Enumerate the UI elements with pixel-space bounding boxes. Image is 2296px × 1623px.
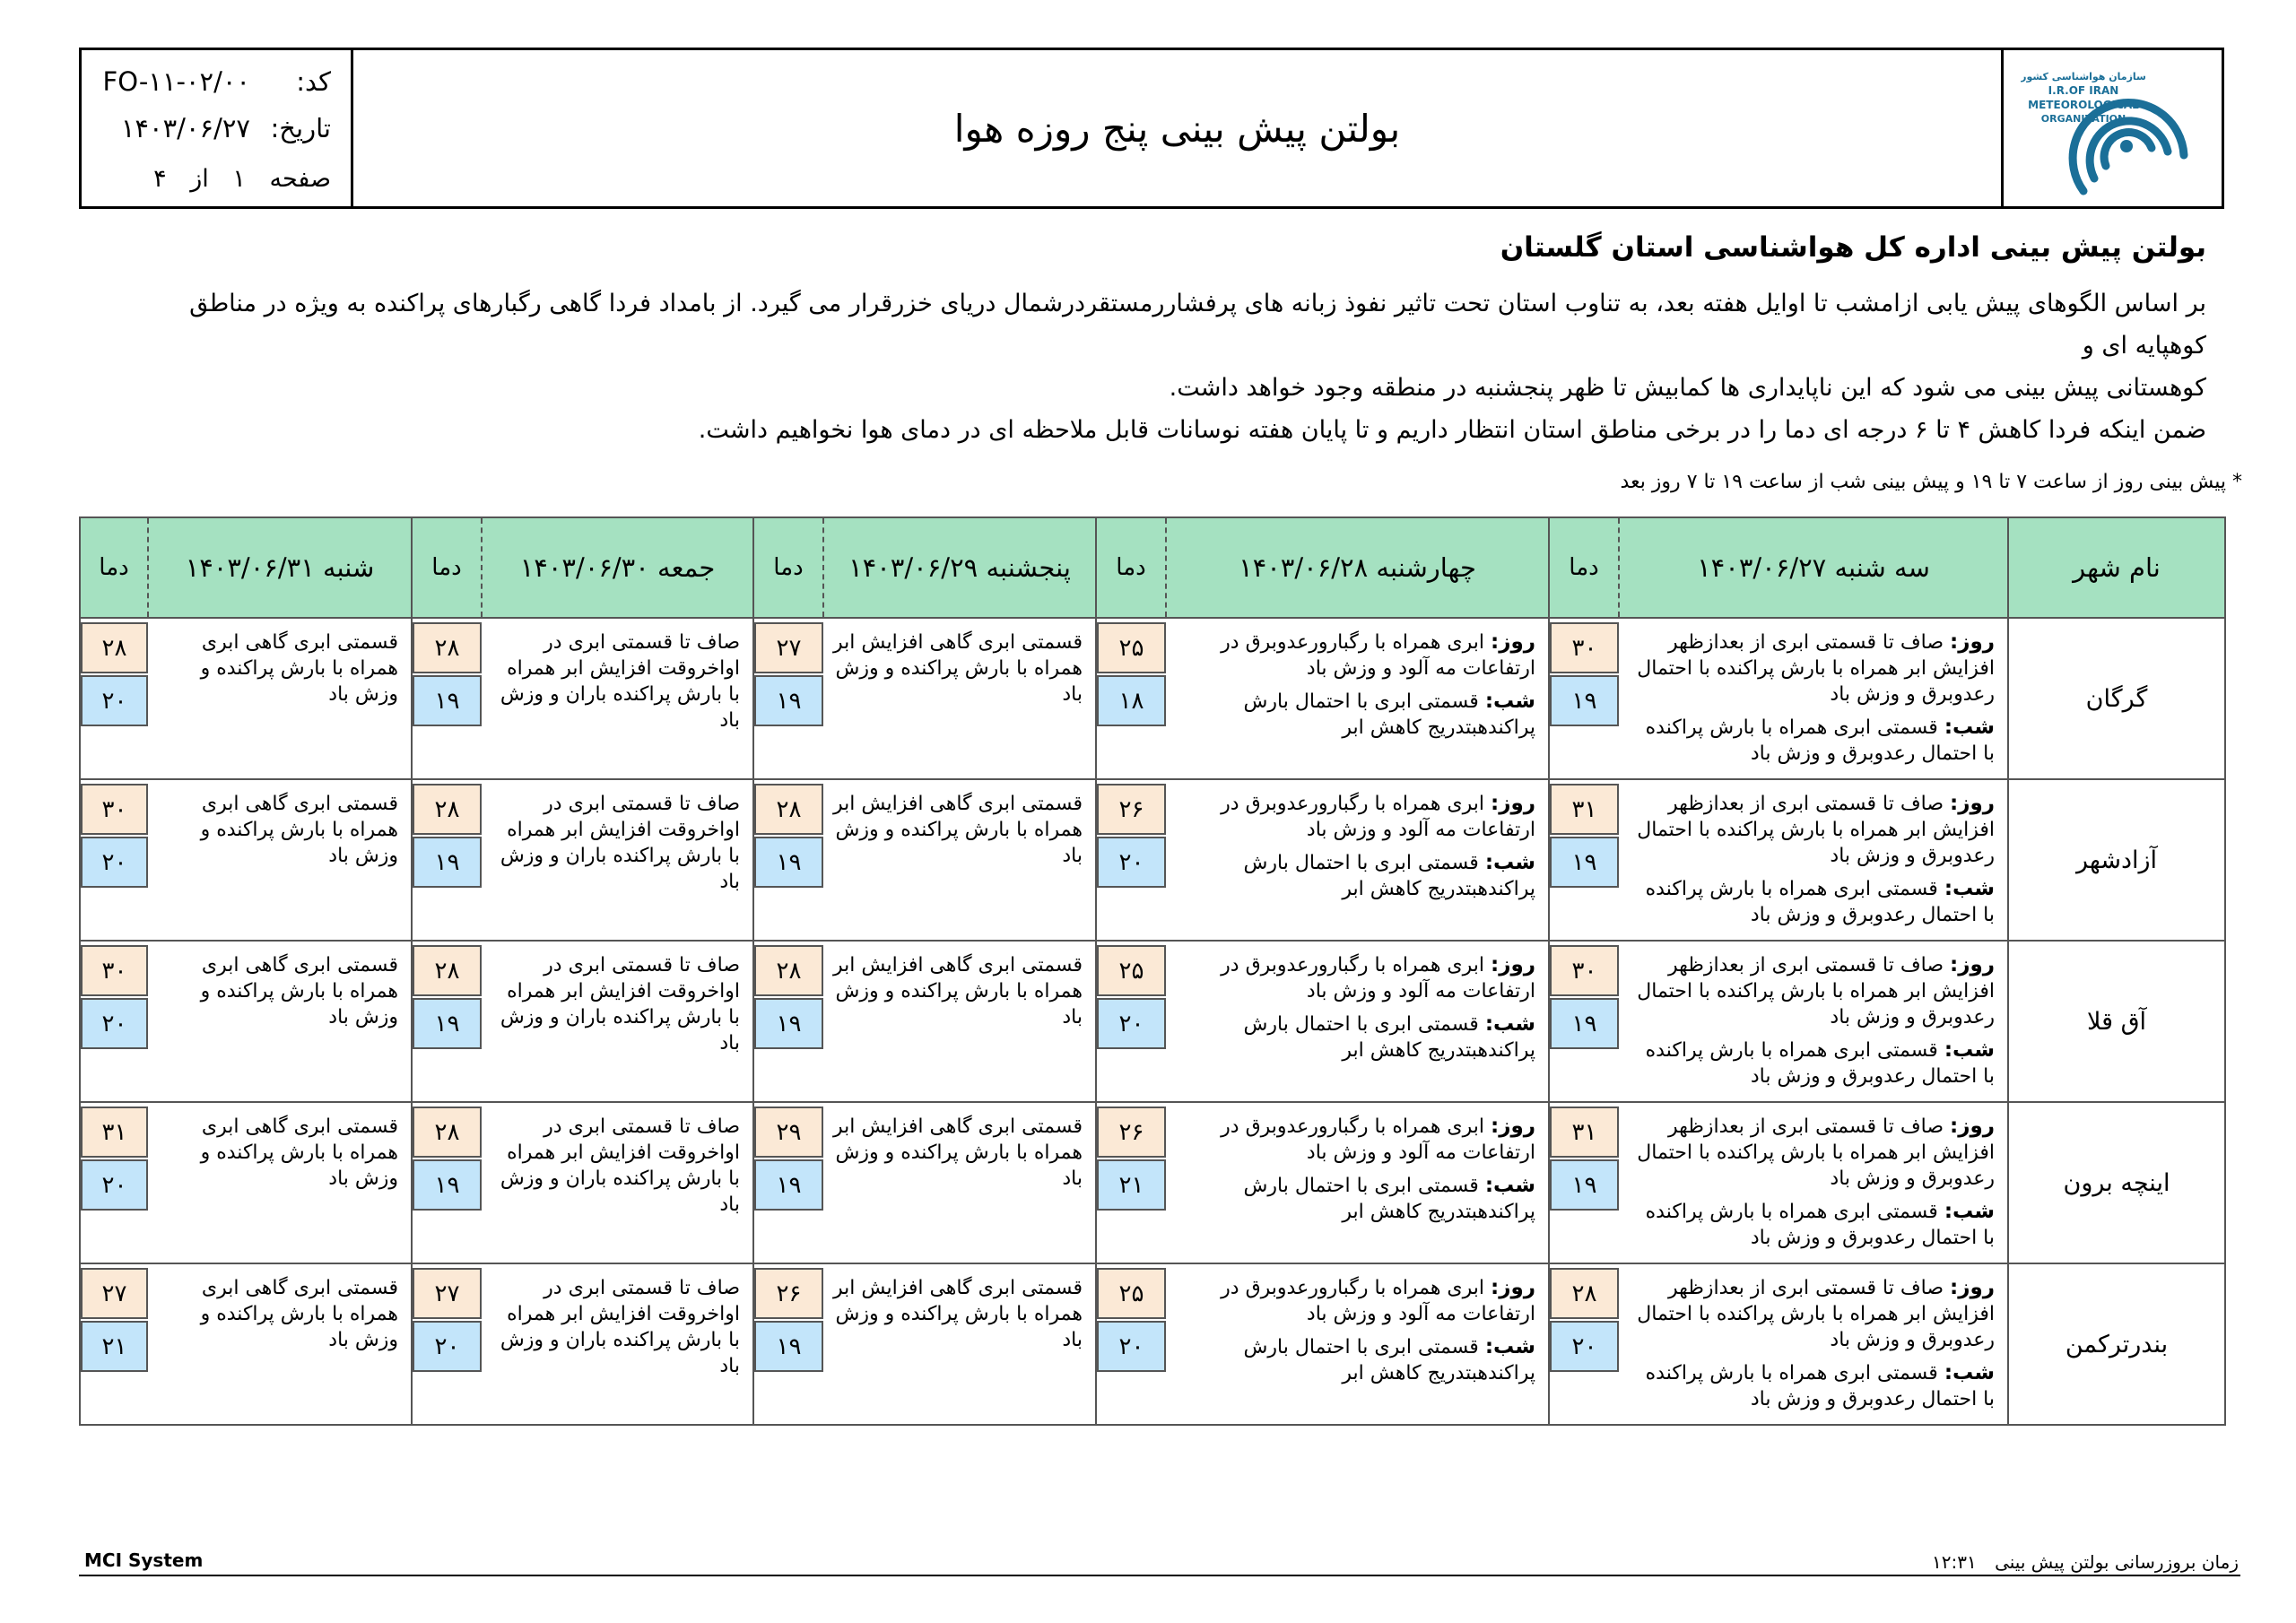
- night-label: شب:: [1484, 1174, 1535, 1197]
- temp-cell-day-5: [80, 1263, 148, 1425]
- forecast-desc-day-5: [148, 1102, 412, 1263]
- day-text: صاف تا قسمتی ابری از بعدازظهر افزایش ابر همراه با بارش پراکنده با احتمال رعدوبرق و وزش باد: [1637, 1115, 1995, 1190]
- night-label: شب:: [1484, 1012, 1535, 1036]
- temp-cell-day-1: [1549, 1263, 1619, 1425]
- min-temp: ۱۹: [754, 675, 823, 726]
- night-forecast: [1628, 715, 1995, 767]
- forecast-desc-day-5: [148, 618, 412, 779]
- min-temp: ۱۹: [754, 998, 823, 1049]
- max-temp: ۲۸: [413, 945, 482, 996]
- date-value: ۱۴۰۳/۰۶/۲۷: [120, 113, 250, 143]
- forecast-desc-day-5: [148, 779, 412, 941]
- night-text: قسمتی ابری همراه با بارش پراکنده با احتمال رعدوبرق و وزش باد: [1645, 1201, 1995, 1249]
- forecast-desc-day-4: [482, 779, 753, 941]
- night-forecast: [1175, 1173, 1535, 1225]
- page-indicator: [137, 165, 331, 193]
- temp-cell-day-3: [753, 1263, 823, 1425]
- document-title: بولتن پیش بینی پنج روزه هوا: [953, 106, 1401, 151]
- forecast-desc-day-3: [823, 1263, 1096, 1425]
- min-temp: ۱۹: [413, 998, 482, 1049]
- day-forecast: [1628, 1275, 1995, 1353]
- night-label: شب:: [1944, 716, 1995, 739]
- night-text: قسمتی ابری همراه با بارش پراکنده با احتمال رعدوبرق و وزش باد: [1645, 1362, 1995, 1410]
- footer-divider: [79, 1575, 2240, 1576]
- forecast-text: صاف تا قسمتی ابری در اواخروقت افزایش ابر همراه با بارش پراکنده باران و وزش باد: [500, 1115, 740, 1216]
- forecast-desc-day-3: [823, 1102, 1096, 1263]
- min-temp: ۱۹: [413, 1159, 482, 1211]
- date-row: [121, 113, 331, 143]
- temp-cell-day-5: [80, 779, 148, 941]
- min-temp: ۲۰: [1550, 1321, 1619, 1372]
- forecast-desc-day-3: [823, 779, 1096, 941]
- max-temp: ۳۱: [81, 1107, 148, 1158]
- max-temp: ۲۵: [1097, 945, 1166, 996]
- night-text: قسمتی ابری با احتمال بارش پراکندهبتدریج کاهش ابر: [1243, 852, 1535, 900]
- day-forecast: [1175, 1114, 1535, 1166]
- night-text: قسمتی ابری همراه با بارش پراکنده با احتمال رعدوبرق و وزش باد: [1645, 878, 1995, 926]
- summary-line-2: کوهستانی پیش بینی می شود که این ناپایداری ها کمابیش تا ظهر پنجشنبه در منطقه وجود خواهد داشت.: [1169, 374, 2206, 402]
- day-text: ابری همراه با رگبارورعدوبرق در ارتفاعات مه آلود و وزش باد: [1221, 1115, 1535, 1164]
- day-forecast: [1175, 1275, 1535, 1327]
- temp-cell-day-3: [753, 941, 823, 1102]
- min-temp: ۱۹: [413, 837, 482, 888]
- min-temp: ۲۰: [413, 1321, 482, 1372]
- max-temp: ۲۶: [1097, 1107, 1166, 1158]
- day-label: روز:: [1950, 1276, 1995, 1299]
- day-header-3: پنجشنبه ۱۴۰۳/۰۶/۲۹: [823, 517, 1096, 618]
- day-header-4: جمعه ۱۴۰۳/۰۶/۳۰: [482, 517, 753, 618]
- temp-cell-day-4: [412, 1263, 482, 1425]
- temp-header-4: دما: [412, 517, 482, 618]
- night-label: شب:: [1944, 1200, 1995, 1223]
- page-total: ۴: [153, 165, 167, 193]
- night-forecast: [1628, 876, 1995, 928]
- min-temp: ۱۹: [1550, 675, 1619, 726]
- temp-cell-day-3: [753, 779, 823, 941]
- night-text: قسمتی ابری با احتمال بارش پراکندهبتدریج کاهش ابر: [1243, 1175, 1535, 1223]
- forecast-desc-day-3: [823, 941, 1096, 1102]
- max-temp: ۲۹: [754, 1107, 823, 1158]
- temp-cell-day-5: [80, 618, 148, 779]
- forecast-desc-day-2: [1166, 779, 1549, 941]
- temp-header-3: دما: [753, 517, 823, 618]
- logo-text-organization: ORGANIZATION: [2040, 113, 2126, 125]
- code-row: [103, 66, 331, 97]
- max-temp: ۳۰: [1550, 945, 1619, 996]
- night-forecast: [1175, 1334, 1535, 1386]
- night-text: قسمتی ابری همراه با بارش پراکنده با احتمال رعدوبرق و وزش باد: [1645, 716, 1995, 765]
- forecast-text: قسمتی ابری گاهی ابری همراه با بارش پراکنده و وزش باد: [200, 793, 398, 867]
- summary-line-3: ضمن اینکه فردا کاهش ۴ تا ۶ درجه ای دما را در برخی مناطق استان انتظار داریم و تا پایان هفته نوسانات قابل ملاحظه ای در دمای هوا نخواهیم داشت.: [698, 416, 2206, 444]
- day-label: روز:: [1491, 792, 1535, 815]
- night-forecast: [1628, 1360, 1995, 1412]
- city-row: [80, 779, 2225, 941]
- min-temp: ۱۹: [754, 837, 823, 888]
- max-temp: ۲۸: [413, 622, 482, 673]
- city-name: گرگان: [2008, 618, 2225, 779]
- day-label: روز:: [1491, 630, 1535, 654]
- forecast-summary: [117, 282, 2206, 451]
- temp-cell-day-2: [1096, 941, 1166, 1102]
- temp-cell-day-2: [1096, 1102, 1166, 1263]
- forecast-desc-day-1: [1619, 1102, 2008, 1263]
- day-header-2: چهارشنبه ۱۴۰۳/۰۶/۲۸: [1166, 517, 1549, 618]
- day-text: ابری همراه با رگبارورعدوبرق در ارتفاعات مه آلود و وزش باد: [1221, 793, 1535, 841]
- forecast-desc-day-2: [1166, 1102, 1549, 1263]
- night-text: قسمتی ابری با احتمال بارش پراکندهبتدریج کاهش ابر: [1243, 1336, 1535, 1384]
- day-text: صاف تا قسمتی ابری از بعدازظهر افزایش ابر همراه با بارش پراکنده با احتمال رعدوبرق و وزش باد: [1637, 631, 1995, 706]
- max-temp: ۲۸: [413, 1107, 482, 1158]
- city-name: بندرترکمن: [2008, 1263, 2225, 1425]
- max-temp: ۲۸: [754, 945, 823, 996]
- day-forecast: [1175, 952, 1535, 1004]
- city-name: آزادشهر: [2008, 779, 2225, 941]
- forecast-desc-day-2: [1166, 1263, 1549, 1425]
- temp-cell-day-4: [412, 618, 482, 779]
- min-temp: ۱۹: [754, 1159, 823, 1211]
- min-temp: ۲۰: [1097, 998, 1166, 1049]
- min-temp: ۲۰: [81, 675, 148, 726]
- temp-cell-day-1: [1549, 941, 1619, 1102]
- temp-cell-day-5: [80, 1102, 148, 1263]
- min-temp: ۲۰: [1097, 837, 1166, 888]
- min-temp: ۱۹: [413, 675, 482, 726]
- temp-header-1: دما: [1549, 517, 1619, 618]
- max-temp: ۲۸: [413, 784, 482, 835]
- night-forecast: [1628, 1037, 1995, 1089]
- day-forecast: [1628, 1114, 1995, 1192]
- code-label: کد:: [296, 66, 331, 97]
- min-temp: ۱۸: [1097, 675, 1166, 726]
- page-label: صفحه: [269, 165, 331, 193]
- temp-cell-day-1: [1549, 618, 1619, 779]
- forecast-desc-day-1: [1619, 941, 2008, 1102]
- forecast-desc-day-2: [1166, 618, 1549, 779]
- day-label: روز:: [1491, 953, 1535, 976]
- temp-cell-day-1: [1549, 779, 1619, 941]
- logo-text-meteorological: METEOROLOGICAL: [2028, 99, 2139, 111]
- min-temp: ۱۹: [1550, 1159, 1619, 1211]
- day-text: صاف تا قسمتی ابری از بعدازظهر افزایش ابر همراه با بارش پراکنده با احتمال رعدوبرق و وزش باد: [1637, 1277, 1995, 1351]
- night-forecast: [1175, 850, 1535, 902]
- max-temp: ۲۷: [413, 1268, 482, 1319]
- day-text: صاف تا قسمتی ابری از بعدازظهر افزایش ابر همراه با بارش پراکنده با احتمال رعدوبرق و وزش باد: [1637, 954, 1995, 1028]
- code-value: FO-۱۱-۰۲/۰۰: [102, 66, 250, 97]
- temp-cell-day-5: [80, 941, 148, 1102]
- forecast-desc-day-1: [1619, 618, 2008, 779]
- forecast-desc-day-4: [482, 1102, 753, 1263]
- forecast-desc-day-3: [823, 618, 1096, 779]
- city-row: [80, 941, 2225, 1102]
- page-of: از: [190, 165, 209, 193]
- temp-header-5: دما: [80, 517, 148, 618]
- city-name: اینچه برون: [2008, 1102, 2225, 1263]
- min-temp: ۱۹: [1550, 837, 1619, 888]
- night-label: شب:: [1944, 877, 1995, 900]
- forecast-text: قسمتی ابری گاهی ابری همراه با بارش پراکنده و وزش باد: [200, 954, 398, 1028]
- city-header: نام شهر: [2008, 517, 2225, 618]
- temp-header-2: دما: [1096, 517, 1166, 618]
- min-temp: ۲۰: [81, 998, 148, 1049]
- forecast-desc-day-2: [1166, 941, 1549, 1102]
- date-label: تاریخ:: [270, 113, 331, 143]
- night-text: قسمتی ابری با احتمال بارش پراکندهبتدریج کاهش ابر: [1243, 690, 1535, 739]
- night-forecast: [1628, 1199, 1995, 1251]
- forecast-desc-day-5: [148, 1263, 412, 1425]
- day-label: روز:: [1491, 1276, 1535, 1299]
- max-temp: ۲۷: [81, 1268, 148, 1319]
- forecast-desc-day-1: [1619, 1263, 2008, 1425]
- forecast-text: صاف تا قسمتی ابری در اواخروقت افزایش ابر همراه با بارش پراکنده باران و وزش باد: [500, 1277, 740, 1377]
- forecast-text: قسمتی ابری گاهی ابری همراه با بارش پراکنده و وزش باد: [200, 1277, 398, 1351]
- city-row: [80, 1263, 2225, 1425]
- max-temp: ۳۰: [1550, 622, 1619, 673]
- forecast-text: قسمتی ابری گاهی افزایش ابر همراه با بارش پراکنده و وزش باد: [833, 793, 1083, 867]
- temp-cell-day-2: [1096, 1263, 1166, 1425]
- max-temp: ۳۱: [1550, 784, 1619, 835]
- day-forecast: [1628, 952, 1995, 1030]
- day-forecast: [1175, 791, 1535, 843]
- page-number: ۱: [232, 165, 246, 193]
- day-text: ابری همراه با رگبارورعدوبرق در ارتفاعات مه آلود و وزش باد: [1221, 1277, 1535, 1325]
- temp-cell-day-2: [1096, 779, 1166, 941]
- min-temp: ۲۰: [1097, 1321, 1166, 1372]
- logo-area: [2001, 50, 2222, 206]
- temp-cell-day-4: [412, 779, 482, 941]
- meteorological-organization-logo: [2021, 56, 2205, 200]
- night-forecast: [1175, 689, 1535, 741]
- night-label: شب:: [1484, 690, 1535, 713]
- day-text: ابری همراه با رگبارورعدوبرق در ارتفاعات مه آلود و وزش باد: [1221, 631, 1535, 680]
- max-temp: ۲۵: [1097, 622, 1166, 673]
- night-label: شب:: [1944, 1038, 1995, 1062]
- forecast-table: [79, 516, 2226, 1426]
- day-text: صاف تا قسمتی ابری از بعدازظهر افزایش ابر همراه با بارش پراکنده با احتمال رعدوبرق و وزش باد: [1637, 793, 1995, 867]
- min-temp: ۲۱: [81, 1321, 148, 1372]
- day-label: روز:: [1491, 1115, 1535, 1138]
- city-name: آق قلا: [2008, 941, 2225, 1102]
- table-header-row: [80, 517, 2225, 618]
- day-forecast: [1628, 791, 1995, 869]
- forecast-desc-day-4: [482, 1263, 753, 1425]
- min-temp: ۲۰: [81, 1159, 148, 1211]
- min-temp: ۱۹: [1550, 998, 1619, 1049]
- day-forecast: [1175, 629, 1535, 681]
- max-temp: ۳۱: [1550, 1107, 1619, 1158]
- forecast-text: صاف تا قسمتی ابری در اواخروقت افزایش ابر همراه با بارش پراکنده باران و وزش باد: [500, 793, 740, 893]
- night-text: قسمتی ابری همراه با بارش پراکنده با احتمال رعدوبرق و وزش باد: [1645, 1039, 1995, 1088]
- update-label: زمان بروزرسانی بولتن پیش بینی: [1995, 1551, 2239, 1573]
- logo-text-farsi: سازمان هواشناسی کشور: [2021, 71, 2146, 82]
- min-temp: ۲۰: [81, 837, 148, 888]
- forecast-text: قسمتی ابری گاهی افزایش ابر همراه با بارش پراکنده و وزش باد: [833, 631, 1083, 706]
- update-time: ۱۲:۳۱: [1932, 1551, 1977, 1573]
- temp-cell-day-3: [753, 1102, 823, 1263]
- forecast-text: قسمتی ابری گاهی افزایش ابر همراه با بارش پراکنده و وزش باد: [833, 1277, 1083, 1351]
- bulletin-header: [79, 48, 2224, 209]
- max-temp: ۲۸: [1550, 1268, 1619, 1319]
- forecast-text: قسمتی ابری گاهی افزایش ابر همراه با بارش پراکنده و وزش باد: [833, 1115, 1083, 1190]
- max-temp: ۲۸: [754, 784, 823, 835]
- max-temp: ۳۰: [81, 945, 148, 996]
- night-label: شب:: [1944, 1361, 1995, 1384]
- night-label: شب:: [1484, 1335, 1535, 1358]
- system-name: MCI System: [84, 1549, 204, 1571]
- day-label: روز:: [1950, 1115, 1995, 1138]
- forecast-desc-day-4: [482, 941, 753, 1102]
- bulletin-heading: بولتن پیش بینی اداره کل هواشناسی استان گلستان: [1500, 231, 2206, 264]
- night-text: قسمتی ابری با احتمال بارش پراکندهبتدریج کاهش ابر: [1243, 1013, 1535, 1062]
- max-temp: ۲۶: [754, 1268, 823, 1319]
- min-temp: ۱۹: [754, 1321, 823, 1372]
- day-header-1: سه شنبه ۱۴۰۳/۰۶/۲۷: [1619, 517, 2008, 618]
- forecast-text: صاف تا قسمتی ابری در اواخروقت افزایش ابر همراه با بارش پراکنده باران و وزش باد: [500, 631, 740, 732]
- day-forecast: [1628, 629, 1995, 707]
- forecast-text: قسمتی ابری گاهی ابری همراه با بارش پراکنده و وزش باد: [200, 631, 398, 706]
- update-time-info: [1932, 1551, 2239, 1573]
- temp-cell-day-2: [1096, 618, 1166, 779]
- forecast-desc-day-5: [148, 941, 412, 1102]
- night-label: شب:: [1484, 851, 1535, 874]
- day-label: روز:: [1950, 953, 1995, 976]
- max-temp: ۳۰: [81, 784, 148, 835]
- temp-cell-day-4: [412, 941, 482, 1102]
- temp-cell-day-4: [412, 1102, 482, 1263]
- max-temp: ۲۶: [1097, 784, 1166, 835]
- max-temp: ۲۸: [81, 622, 148, 673]
- city-row: [80, 1102, 2225, 1263]
- logo-text-iran: I.R.OF IRAN: [2048, 84, 2119, 97]
- forecast-text: صاف تا قسمتی ابری در اواخروقت افزایش ابر همراه با بارش پراکنده باران و وزش باد: [500, 954, 740, 1055]
- night-forecast: [1175, 1011, 1535, 1063]
- forecast-text: قسمتی ابری گاهی ابری همراه با بارش پراکنده و وزش باد: [200, 1115, 398, 1190]
- forecast-text: قسمتی ابری گاهی افزایش ابر همراه با بارش پراکنده و وزش باد: [833, 954, 1083, 1028]
- city-row: [80, 618, 2225, 779]
- summary-line-1: بر اساس الگوهای پیش یابی ازامشب تا اوایل هفته بعد، به تناوب استان تحت تاثیر نفوذ زبانه های پرفشاررمستقردرشمال دریای خزرقرار می گیرد. از بامداد فردا گاهی رگبارهای پراکنده به ویژه در مناطق کوهپایه ای و: [189, 290, 2206, 360]
- forecast-desc-day-1: [1619, 779, 2008, 941]
- day-text: ابری همراه با رگبارورعدوبرق در ارتفاعات مه آلود و وزش باد: [1221, 954, 1535, 1002]
- day-label: روز:: [1950, 630, 1995, 654]
- forecast-time-note: * پیش بینی روز از ساعت ۷ تا ۱۹ و پیش بینی شب از ساعت ۱۹ تا ۷ روز بعد: [1620, 471, 2242, 493]
- document-meta: [82, 50, 353, 206]
- day-header-5: شنبه ۱۴۰۳/۰۶/۳۱: [148, 517, 412, 618]
- min-temp: ۲۱: [1097, 1159, 1166, 1211]
- title-area: [353, 50, 2001, 206]
- max-temp: ۲۵: [1097, 1268, 1166, 1319]
- temp-cell-day-3: [753, 618, 823, 779]
- max-temp: ۲۷: [754, 622, 823, 673]
- temp-cell-day-1: [1549, 1102, 1619, 1263]
- forecast-desc-day-4: [482, 618, 753, 779]
- day-label: روز:: [1950, 792, 1995, 815]
